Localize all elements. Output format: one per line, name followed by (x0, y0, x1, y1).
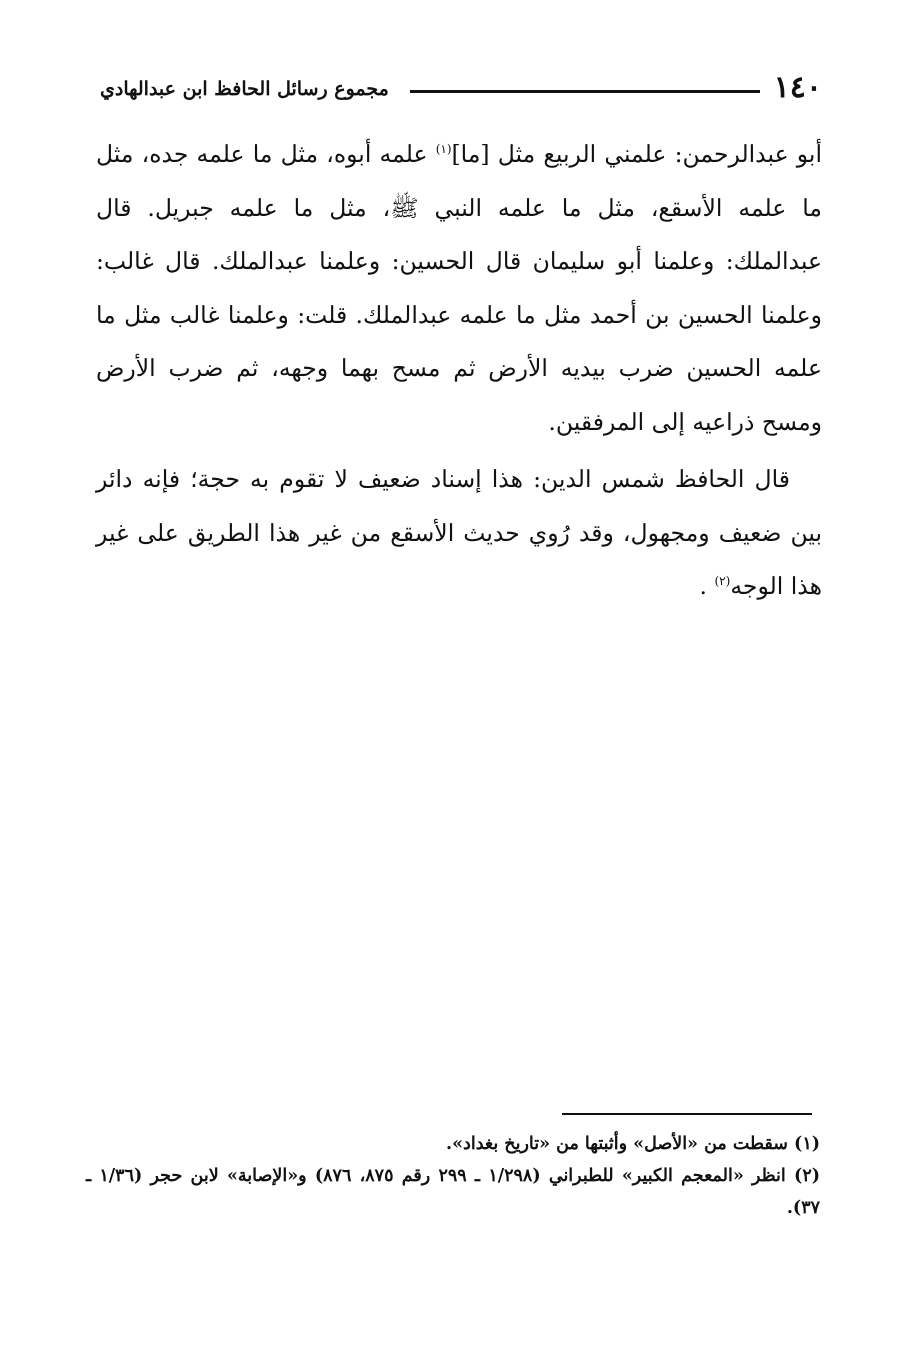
paragraph-2-text-b: . (699, 572, 715, 600)
footnote-1 (86, 1128, 820, 1160)
running-title: مجموع رسائل الحافظ ابن عبدالهادي (100, 78, 389, 100)
paragraph-2 (96, 453, 822, 614)
footnote-2-number: (٢) (794, 1166, 820, 1186)
footnote-1-text: سقطت من «الأصل» وأثبتها من «تاريخ بغداد». (446, 1134, 788, 1154)
footnote-2 (86, 1160, 820, 1224)
footnotes (86, 1128, 820, 1224)
footnote-ref-2: (٢) (714, 574, 731, 589)
footnote-separator (562, 1113, 812, 1115)
main-text (96, 128, 822, 614)
footnote-1-number: (١) (794, 1134, 820, 1154)
paragraph-1-text-b: علمه أبوه، مثل ما علمه جده، مثل ما علمه الأسقع، مثل ما علمه النبي ﷺ، مثل ما علمه جبريل. قال عبدالملك: وعلمنا أبو سليمان قال الحسين: وعلمنا عبدالملك. قال غالب: وعلمنا الحسين بن أحمد مثل ما علمه عبدالملك. قلت: وعلمنا غالب مثل ما علمه الحسين ضرب بيديه الأرض ثم مسح بهما وجهه، ثم ضرب الأرض ومسح ذراعيه إلى المرفقين. (96, 140, 822, 436)
header-rule (410, 90, 760, 93)
page-number: ١٤٠ (773, 70, 822, 105)
footnote-2-text: انظر «المعجم الكبير» للطبراني (١/٢٩٨ ـ ٢٩٩ رقم ٨٧٥، ٨٧٦) و«الإصابة» لابن حجر (١/٣٦ ـ ٣٧). (86, 1166, 820, 1218)
paragraph-1-text-a: أبو عبدالرحمن: علمني الربيع مثل [ما] (451, 140, 822, 168)
paragraph-2-text-a: قال الحافظ شمس الدين: هذا إسناد ضعيف لا تقوم به حجة؛ فإنه دائر بين ضعيف ومجهول، وقد رُوي حديث الأسقع من غير هذا الطريق على غير هذا الوجه (96, 465, 822, 600)
footnote-ref-1: (١) (435, 142, 452, 157)
page-header (100, 68, 822, 112)
paragraph-1 (96, 128, 822, 449)
